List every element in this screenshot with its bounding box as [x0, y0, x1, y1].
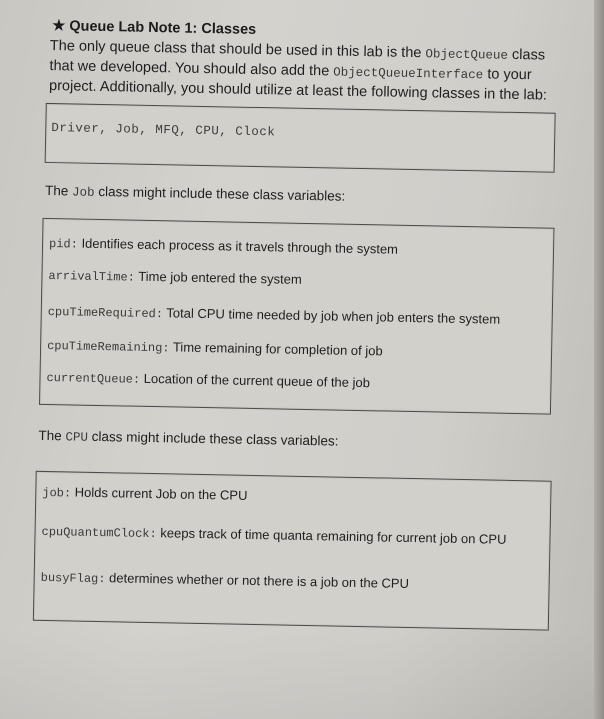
- job-variable-row: [47, 337, 383, 359]
- job-variable-row: [48, 267, 302, 288]
- cpu-variable-row: [42, 484, 247, 504]
- classes-list: Driver, Job, MFQ, CPU, Clock: [51, 121, 276, 140]
- job-label-before: The: [44, 182, 73, 199]
- variable-desc: Holds current Job on the CPU: [70, 484, 248, 503]
- job-section-label: [45, 183, 345, 205]
- intro-text-1: The only queue class that should be used in this lab is the: [49, 38, 426, 62]
- star-icon: ★: [52, 18, 66, 35]
- intro-text-2: class that we developed. You should also add the: [49, 46, 546, 80]
- variable-desc: Identifies each process as it travels through the system: [77, 235, 399, 257]
- note-title: [52, 18, 256, 38]
- cpu-variables-box: [33, 471, 552, 631]
- variable-name: cpuTimeRequired:: [47, 305, 164, 322]
- intro-text-3: to your project. Additionally, you should utilize at least the following classes in the lab:: [48, 66, 548, 104]
- job-variables-box: [39, 218, 554, 415]
- variable-name: busyFlag:: [40, 570, 106, 587]
- variable-name: cpuQuantumClock:: [41, 524, 157, 542]
- job-variable-row: [48, 303, 501, 328]
- page-shadow: [0, 629, 604, 719]
- variable-name: pid:: [48, 237, 79, 252]
- variable-desc: Time job entered the system: [134, 268, 302, 287]
- page-edge: [594, 0, 604, 719]
- cpu-label-before: The: [38, 427, 66, 444]
- variable-desc: determines whether or not there is a job on the CPU: [105, 570, 410, 591]
- job-variable-row: [46, 369, 370, 391]
- classes-box: [45, 103, 556, 173]
- job-label-after: class might include these class variables:: [94, 183, 346, 204]
- variable-desc: Total CPU time needed by job when job enters the system: [162, 305, 501, 327]
- intro-code-objectqueue: ObjectQueue: [425, 47, 509, 63]
- intro-code-objectqueueinterface: ObjectQueueInterface: [333, 65, 484, 83]
- job-variable-row: [49, 235, 398, 258]
- variable-desc: Location of the current queue of the job: [140, 370, 371, 391]
- intro-paragraph: [49, 37, 550, 106]
- variable-desc: keeps track of time quanta remaining for current job on CPU: [156, 525, 507, 547]
- variable-name: cpuTimeRemaining:: [46, 339, 170, 356]
- cpu-label-code: CPU: [65, 430, 89, 445]
- cpu-variable-row: [41, 522, 521, 550]
- variable-name: arrivalTime:: [48, 269, 136, 285]
- cpu-section-label: [38, 428, 338, 450]
- cpu-label-after: class might include these class variables:: [87, 428, 339, 449]
- note-title-text: Queue Lab Note 1: Classes: [69, 18, 257, 38]
- job-label-code: Job: [71, 185, 95, 200]
- variable-desc: Time remaining for completion of job: [169, 339, 383, 359]
- variable-name: currentQueue:: [46, 370, 141, 387]
- variable-name: job:: [42, 485, 72, 501]
- cpu-variable-row: [41, 569, 410, 592]
